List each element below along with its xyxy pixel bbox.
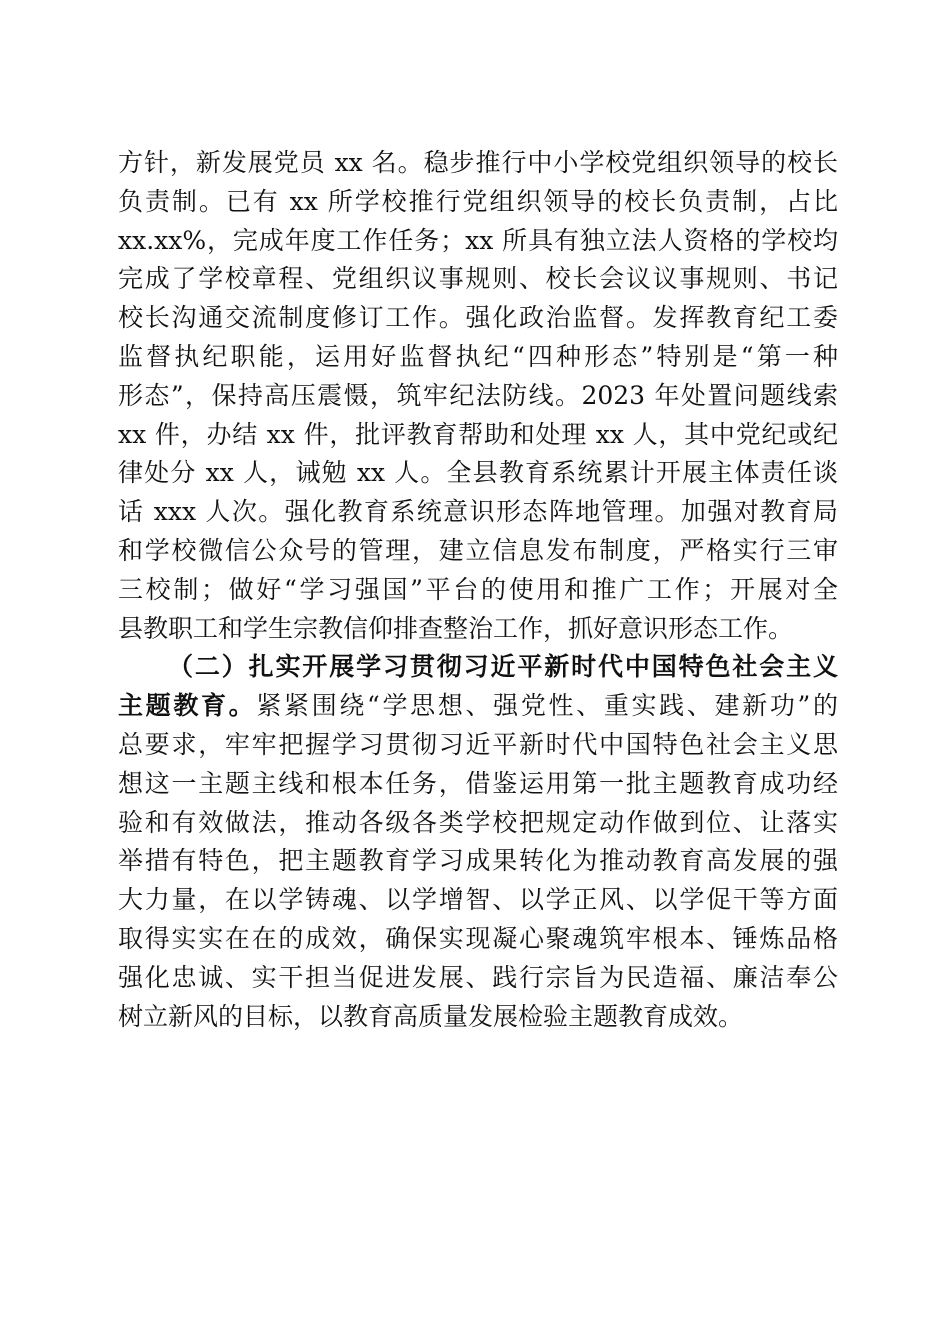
paragraph-line: 想这一主题主线和根本任务，借鉴运用第一批主题教育成功经 <box>118 768 838 798</box>
paragraph-line: 举措有特色，把主题教育学习成果转化为推动教育高发展的强 <box>118 846 838 876</box>
paragraph-line: 和学校微信公众号的管理，建立信息发布制度，严格实行三审 <box>118 535 838 565</box>
section-heading-end: 主题教育。 <box>118 691 257 721</box>
paragraph-line: 树立新风的目标，以教育高质量发展检验主题教育成效。 <box>118 1001 744 1031</box>
paragraph-line: 县教职工和学生宗教信仰排查整治工作，抓好意识形态工作。 <box>118 613 794 643</box>
paragraph-line: 负责制。已有 xx 所学校推行党组织领导的校长负责制，占比 <box>118 186 838 216</box>
paragraph-line: 取得实实在在的成效，确保实现凝心聚魂筑牢根本、锤炼品格 <box>118 923 838 953</box>
paragraph-line: 监督执纪职能，运用好监督执纪“四种形态”特别是“第一种 <box>118 341 838 371</box>
paragraph-theme-education <box>118 648 838 1036</box>
paragraph-line: 话 xxx 人次。强化教育系统意识形态阵地管理。加强对教育局 <box>118 497 838 527</box>
paragraph-line: 总要求，牢牢把握学习贯彻习近平新时代中国特色社会主义思 <box>118 729 838 759</box>
paragraph-line: 验和有效做法，推动各级各类学校把规定动作做到位、让落实 <box>118 807 838 837</box>
paragraph-line: 校长沟通交流制度修订工作。强化政治监督。发挥教育纪工委 <box>118 303 838 333</box>
paragraph-line: 大力量，在以学铸魂、以学增智、以学正风、以学促干等方面 <box>118 885 838 915</box>
paragraph-line: 强化忠诚、实干担当促进发展、践行宗旨为民造福、廉洁奉公 <box>118 962 838 992</box>
paragraph-line: 律处分 xx 人，诫勉 xx 人。全县教育系统累计开展主体责任谈 <box>118 458 838 488</box>
paragraph-line: xx 件，办结 xx 件，批评教育帮助和处理 xx 人，其中党纪或纪 <box>118 419 838 449</box>
paragraph-text: 紧紧围绕“学思想、强党性、重实践、建新功”的 <box>256 691 838 721</box>
paragraph-line: xx.xx%，完成年度工作任务；xx 所具有独立法人资格的学校均 <box>118 225 838 255</box>
document-body <box>118 144 838 1036</box>
paragraph-line: 形态”，保持高压震慑，筑牢纪法防线。2023 年处置问题线索 <box>118 380 838 410</box>
section-heading-line: （二）扎实开展学习贯彻习近平新时代中国特色社会主义 <box>168 652 838 682</box>
paragraph-line: 三校制；做好“学习强国”平台的使用和推广工作；开展对全 <box>118 574 838 604</box>
paragraph-party-building <box>118 144 838 648</box>
paragraph-line: 完成了学校章程、党组织议事规则、校长会议议事规则、书记 <box>118 264 838 294</box>
paragraph-line <box>118 687 838 726</box>
paragraph-line: 方针，新发展党员 xx 名。稳步推行中小学校党组织领导的校长 <box>118 148 838 177</box>
